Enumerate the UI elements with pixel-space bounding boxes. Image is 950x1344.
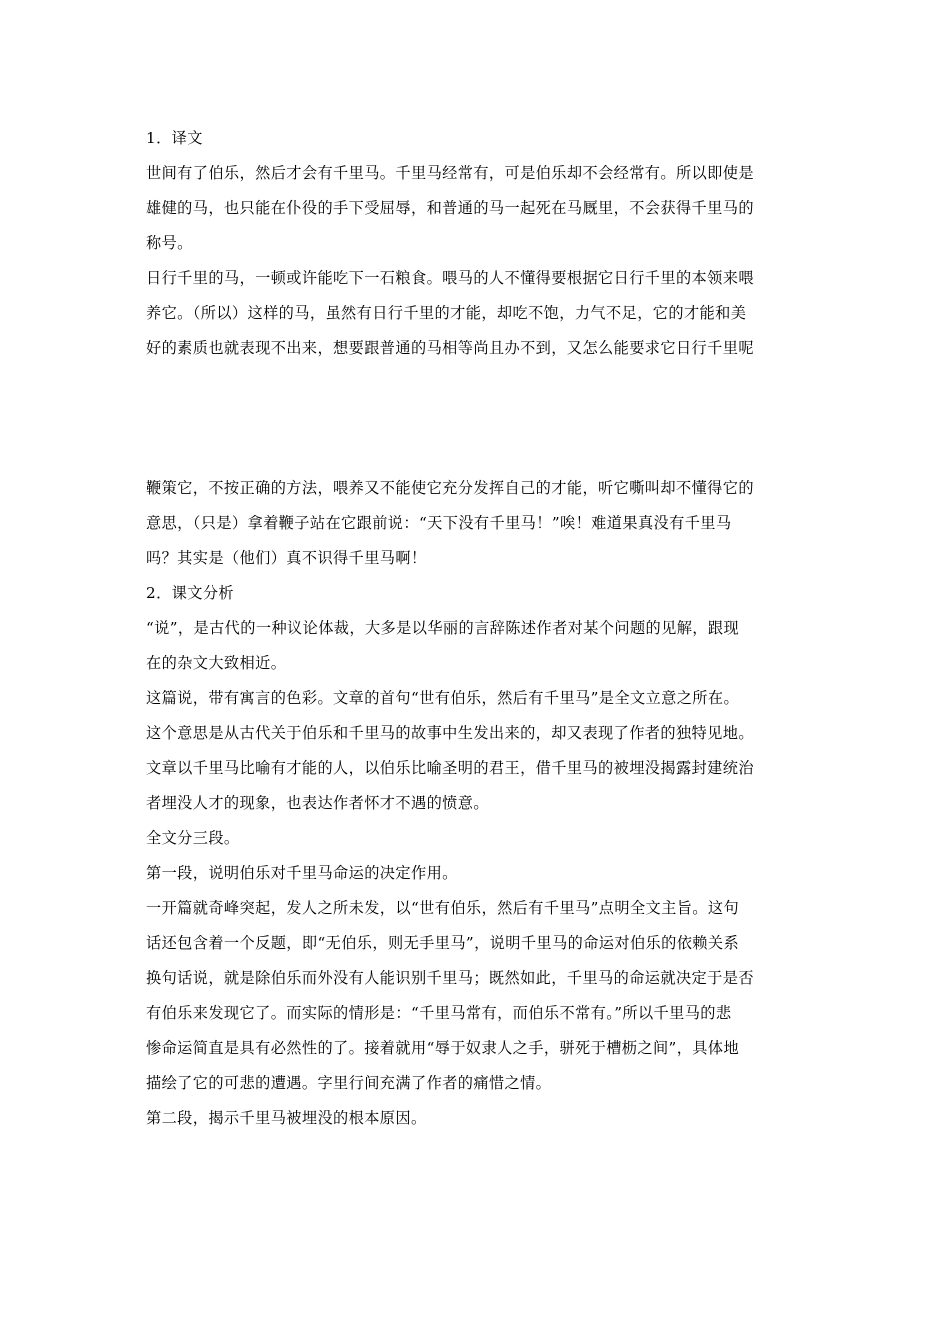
paragraph-line: 者埋没人才的现象，也表达作者怀才不遇的愤意。 (146, 794, 489, 812)
paragraph-line: 第二段，揭示千里马被埋没的根本原因。 (146, 1109, 427, 1127)
paragraph-line: 在的杂文大致相近。 (146, 654, 287, 672)
paragraph-line: 好的素质也就表现不出来，想要跟普通的马相等尚且办不到，又怎么能要求它日行千里呢 (146, 339, 754, 357)
paragraph-line: 世间有了伯乐，然后才会有千里马。千里马经常有，可是伯乐却不会经常有。所以即使是 (146, 164, 754, 182)
paragraph-line: 换句话说，就是除伯乐而外没有人能识别千里马；既然如此，千里马的命运就决定于是否 (146, 969, 754, 987)
paragraph-line: 全文分三段。 (146, 829, 240, 847)
paragraph-line: 意思，（只是）拿着鞭子站在它跟前说：“天下没有千里马！”唉！难道果真没有千里马 (146, 514, 732, 532)
continued-section (146, 471, 811, 1136)
paragraph-line: 这个意思是从古代关于伯乐和千里马的故事中生发出来的，却又表现了作者的独特见地。 (146, 724, 754, 742)
paragraph-line: 雄健的马，也只能在仆役的手下受屈辱，和普通的马一起死在马厩里，不会获得千里马的 (146, 199, 754, 217)
paragraph-line: 这篇说，带有寓言的色彩。文章的首句“世有伯乐，然后有千里马”是全文立意之所在。 (146, 689, 740, 707)
paragraph-line: 文章以千里马比喻有才能的人，以伯乐比喻圣明的君王，借千里马的被埋没揭露封建统治 (146, 759, 754, 777)
translation-section (146, 121, 811, 366)
paragraph-line: 话还包含着一个反题，即“无伯乐，则无手里马”，说明千里马的命运对伯乐的依赖关系 (146, 934, 740, 952)
paragraph-line: 吗？其实是（他们）真不识得千里马啊！ (146, 549, 427, 567)
paragraph-line: “说”，是古代的一种议论体裁，大多是以华丽的言辞陈述作者对某个问题的见解，跟现 (146, 619, 740, 637)
paragraph-line: 称号。 (146, 234, 193, 252)
section-heading-analysis: 2．课文分析 (146, 584, 235, 602)
paragraph-line: 惨命运简直是具有必然性的了。接着就用“辱于奴隶人之手，骈死于槽枥之间”，具体地 (146, 1039, 740, 1057)
section-heading-translation: 1．译文 (146, 129, 203, 147)
paragraph-line: 鞭策它，不按正确的方法，喂养又不能使它充分发挥自己的才能，听它嘶叫却不懂得它的 (146, 479, 754, 497)
paragraph-line: 日行千里的马，一顿或许能吃下一石粮食。喂马的人不懂得要根据它日行千里的本领来喂 (146, 269, 754, 287)
paragraph-line: 一开篇就奇峰突起，发人之所未发，以“世有伯乐，然后有千里马”点明全文主旨。这句 (146, 899, 740, 917)
paragraph-line: 第一段，说明伯乐对千里马命运的决定作用。 (146, 864, 458, 882)
paragraph-line: 养它。（所以）这样的马，虽然有日行千里的才能，却吃不饱，力气不足，它的才能和美 (146, 304, 747, 322)
paragraph-line: 描绘了它的可悲的遭遇。字里行间充满了作者的痛惜之情。 (146, 1074, 552, 1092)
paragraph-line: 有伯乐来发现它了。而实际的情形是：“千里马常有，而伯乐不常有。”所以千里马的悲 (146, 1004, 732, 1022)
